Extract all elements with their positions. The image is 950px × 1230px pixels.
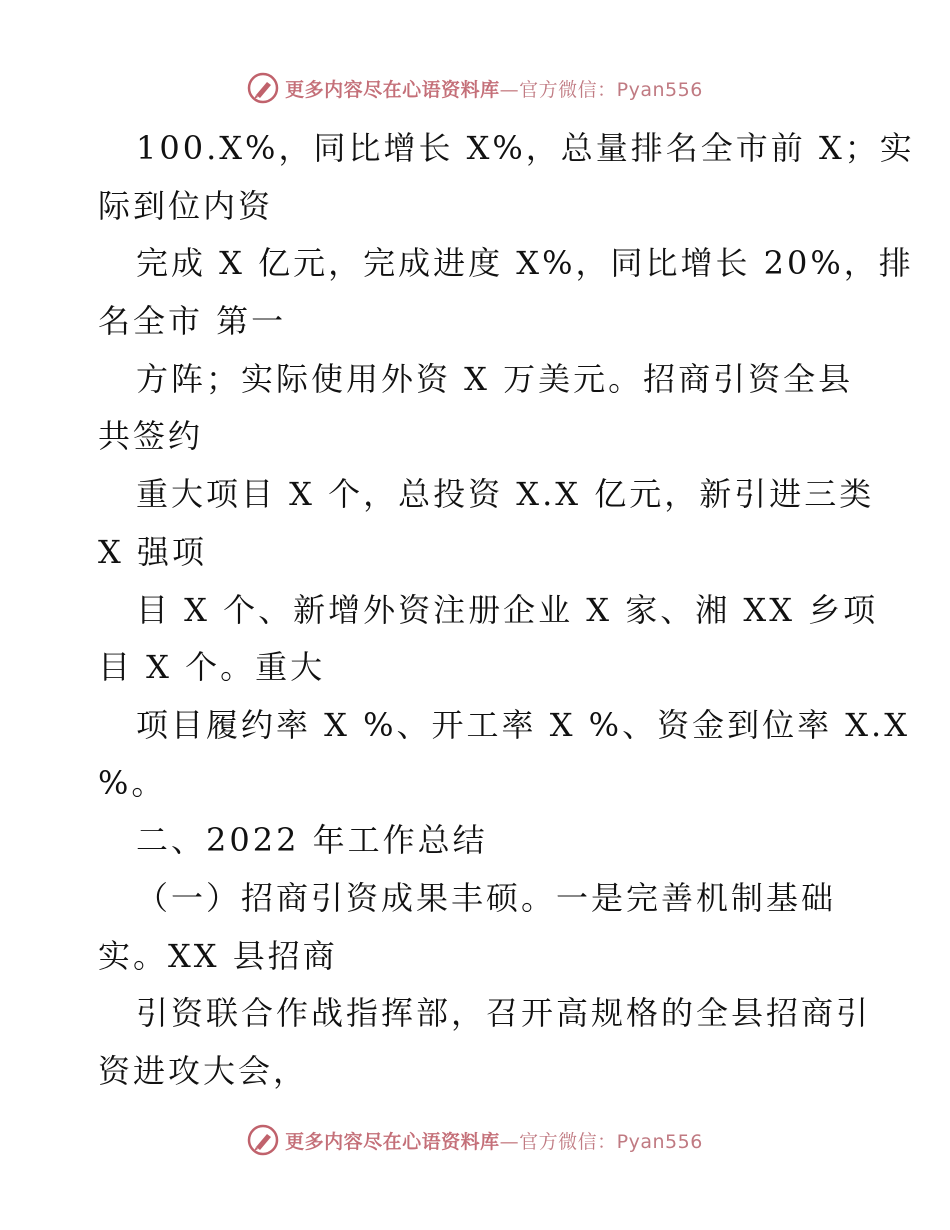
text-line: 方阵；实际使用外资 X 万美元。招商引资全县 xyxy=(136,359,854,398)
text-line: X 强项 xyxy=(98,532,207,571)
pen-logo-icon xyxy=(247,1124,279,1156)
text-line: 资进攻大会， xyxy=(98,1052,309,1090)
text-line: 100.X%，同比增长 X%，总量排名全市前 X；实 xyxy=(136,129,915,167)
section-heading: 二、2022 年工作总结 xyxy=(136,821,488,860)
document-body xyxy=(98,120,915,1101)
text-line: （一）招商引资成果丰硕。一是完善机制基础 xyxy=(136,878,837,917)
text-line: 实。XX 县招商 xyxy=(98,936,338,975)
text-line: 际到位内资 xyxy=(98,186,274,225)
text-line: %。 xyxy=(98,763,167,802)
text-line: 完成 X 亿元，完成进度 X%，同比增长 20%，排 xyxy=(136,244,914,283)
watermark-text: 更多内容尽在心语资料库—官方微信：Pyan556 xyxy=(285,78,703,101)
text-line: 共签约 xyxy=(98,417,204,456)
text-line: 目 X 个。重大 xyxy=(98,648,326,687)
header-watermark xyxy=(0,68,950,108)
watermark-text: 更多内容尽在心语资料库—官方微信：Pyan556 xyxy=(285,1130,703,1153)
text-line: 目 X 个、新增外资注册企业 X 家、湘 XX 乡项 xyxy=(136,590,879,629)
text-line: 引资联合作战指挥部，召开高规格的全县招商引 xyxy=(136,994,872,1033)
text-line: 名全市 第一 xyxy=(98,302,287,341)
text-line: 重大项目 X 个，总投资 X.X 亿元，新引进三类 xyxy=(136,475,875,514)
pen-logo-icon xyxy=(247,72,279,104)
text-line: 项目履约率 X %、开工率 X %、资金到位率 X.X xyxy=(136,705,910,744)
footer-watermark xyxy=(0,1120,950,1160)
